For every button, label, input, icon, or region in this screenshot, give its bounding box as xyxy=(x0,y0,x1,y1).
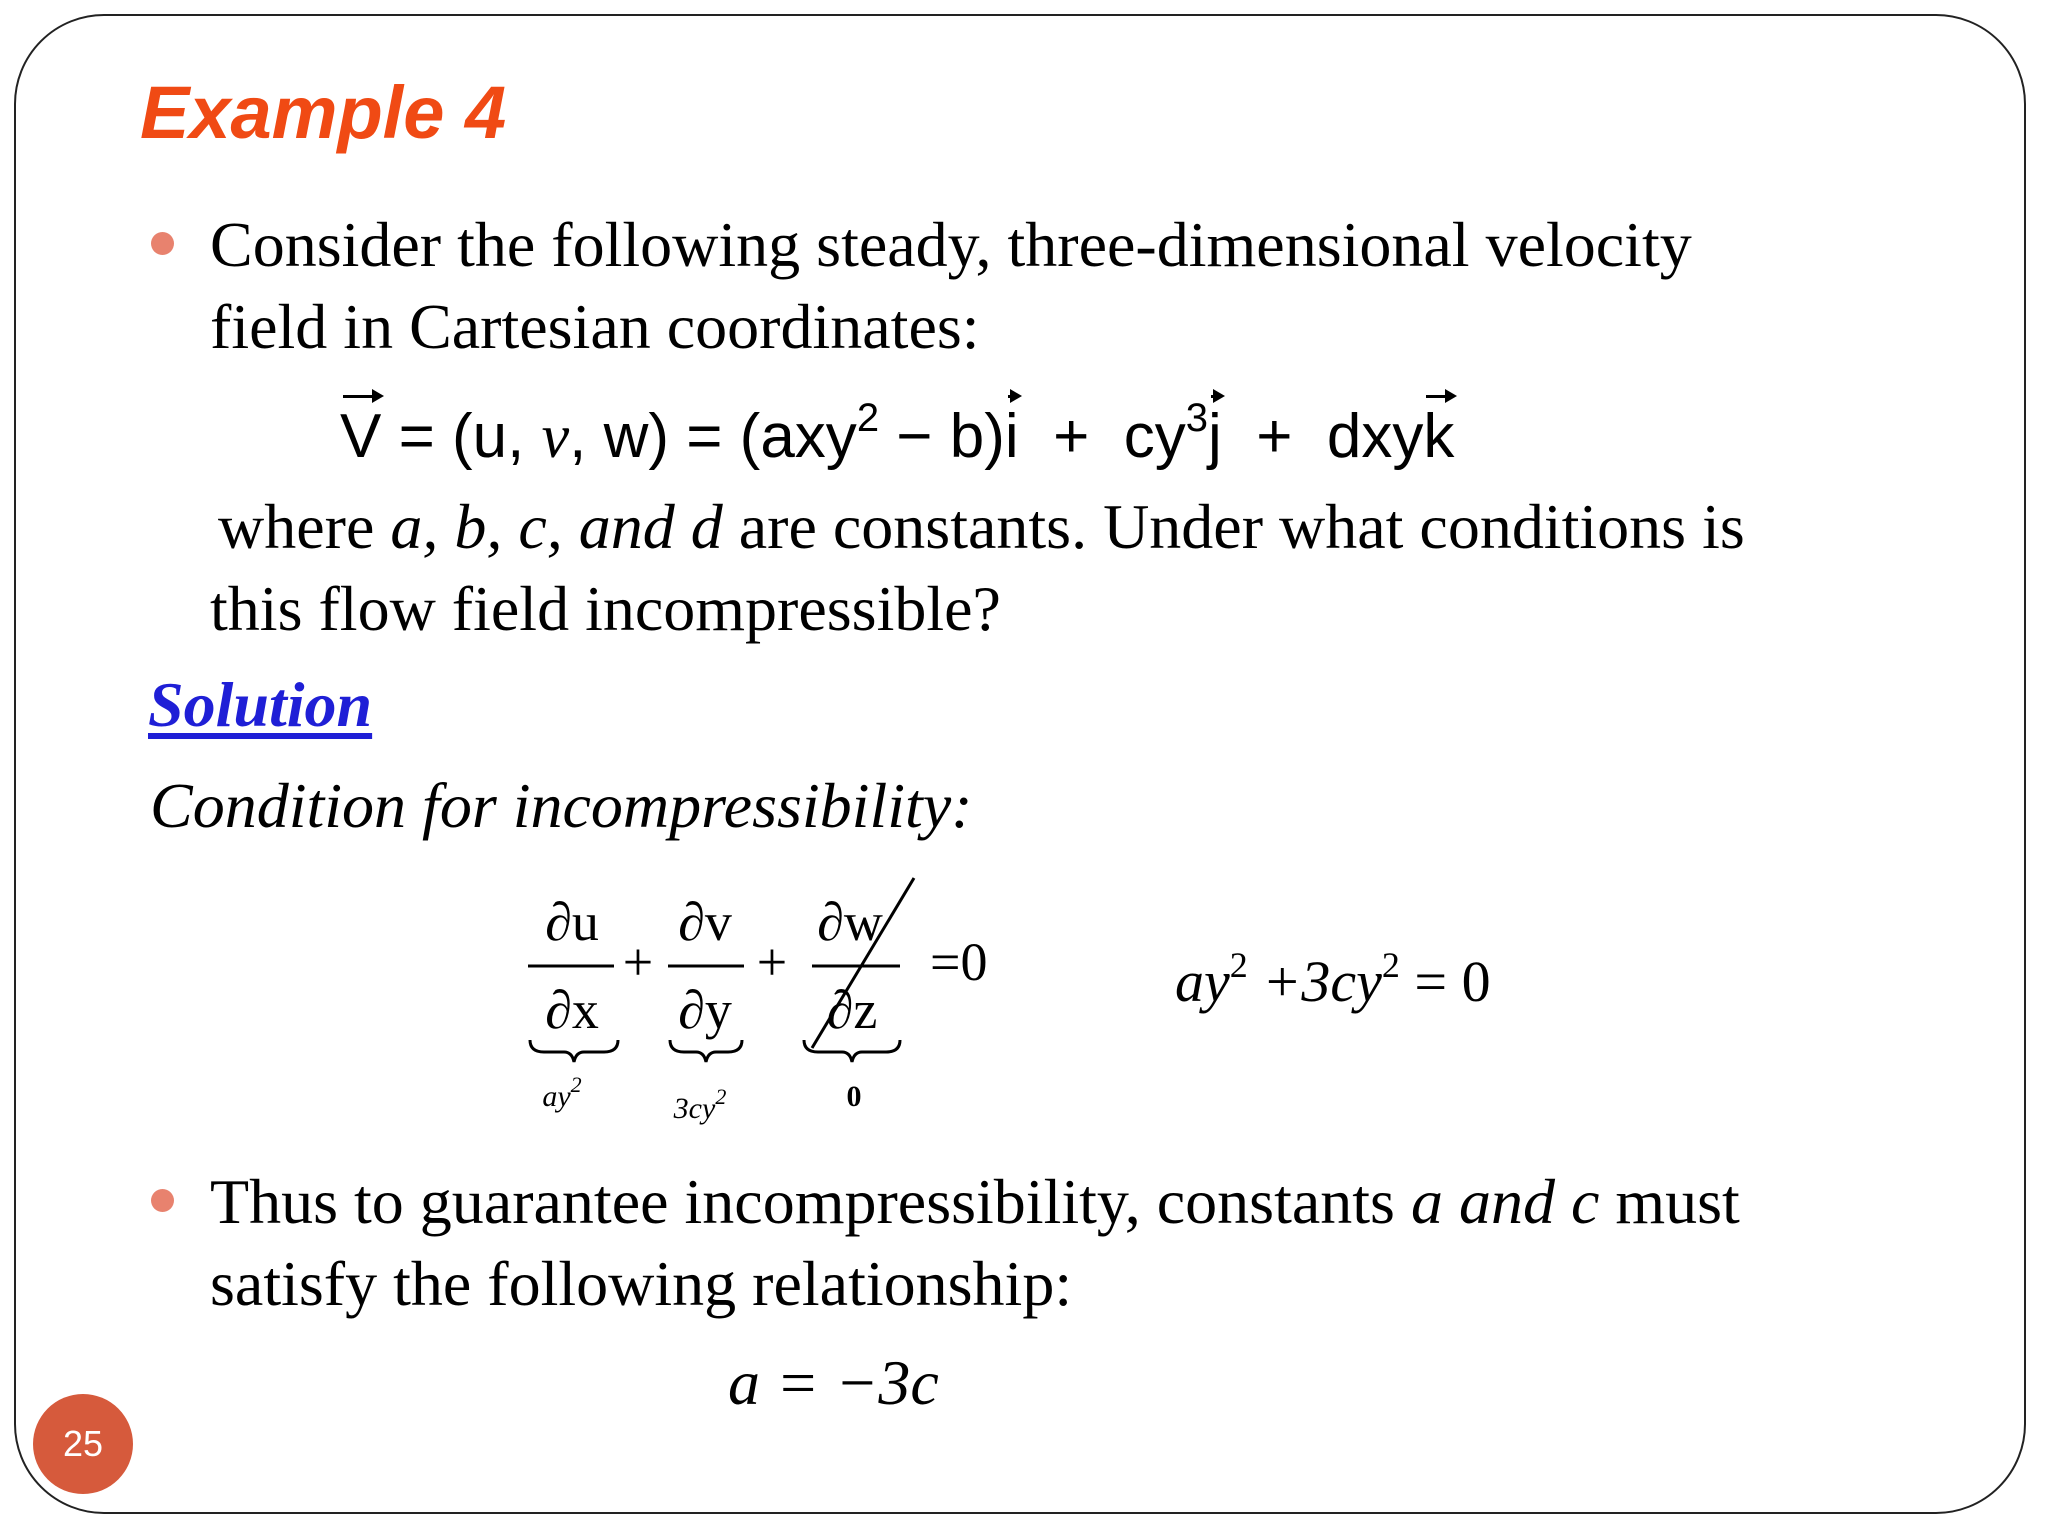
continuity-equation xyxy=(510,870,1050,1140)
partial-v: ∂v xyxy=(678,892,732,952)
unit-vector-j: j xyxy=(1208,402,1222,471)
bullet1-line1: Consider the following steady, three-dimensional velocity xyxy=(210,209,1692,280)
slide-title: Example 4 xyxy=(140,71,507,154)
bullet2-line2: satisfy the following relationship: xyxy=(210,1248,1073,1319)
final-relation: a = −3c xyxy=(728,1347,939,1418)
relation-equation: $ay^2 +3cy^2 = 0$ xyxy=(1175,945,1491,1014)
partial-x: ∂x xyxy=(545,980,599,1040)
unit-vector-i: i xyxy=(1004,402,1019,471)
condition-label: Condition for incompressibility: xyxy=(150,770,973,841)
svg-text:=0: =0 xyxy=(930,932,988,992)
bullet-dot-icon xyxy=(151,232,174,255)
svg-text:ay2: $ay^2$ xyxy=(542,1072,582,1113)
bullet-dot-icon xyxy=(151,1189,174,1212)
slide-number-badge: 25 xyxy=(33,1394,133,1494)
bullet1-line2: field in Cartesian coordinates: xyxy=(210,291,980,362)
where-line1: where a, b, c, and d are constants. Under what conditions is xyxy=(218,491,1745,562)
velocity-field-equation: V = (u, v, $w) = (axy^2 - b)i + cy^3j$ + dxyk xyxy=(340,396,1455,471)
bullet2-line1: Thus to guarantee incompressibility, constants a and c must xyxy=(210,1166,1740,1237)
partial-u: ∂u xyxy=(545,892,599,952)
partial-y: ∂y xyxy=(678,980,732,1040)
svg-text:0: 0 xyxy=(846,1080,862,1113)
svg-text:+: + xyxy=(756,932,788,992)
partial-w: ∂w xyxy=(817,892,883,952)
solution-link[interactable]: Solution xyxy=(148,669,373,740)
partial-z: ∂z xyxy=(826,980,878,1040)
where-line2: this flow field incompressible? xyxy=(210,573,1001,644)
velocity-vector-symbol: V xyxy=(340,402,382,471)
svg-text:3cy2: $3cy^2$ xyxy=(673,1084,727,1125)
svg-text:+: + xyxy=(622,932,654,992)
unit-vector-k: k xyxy=(1423,402,1455,471)
